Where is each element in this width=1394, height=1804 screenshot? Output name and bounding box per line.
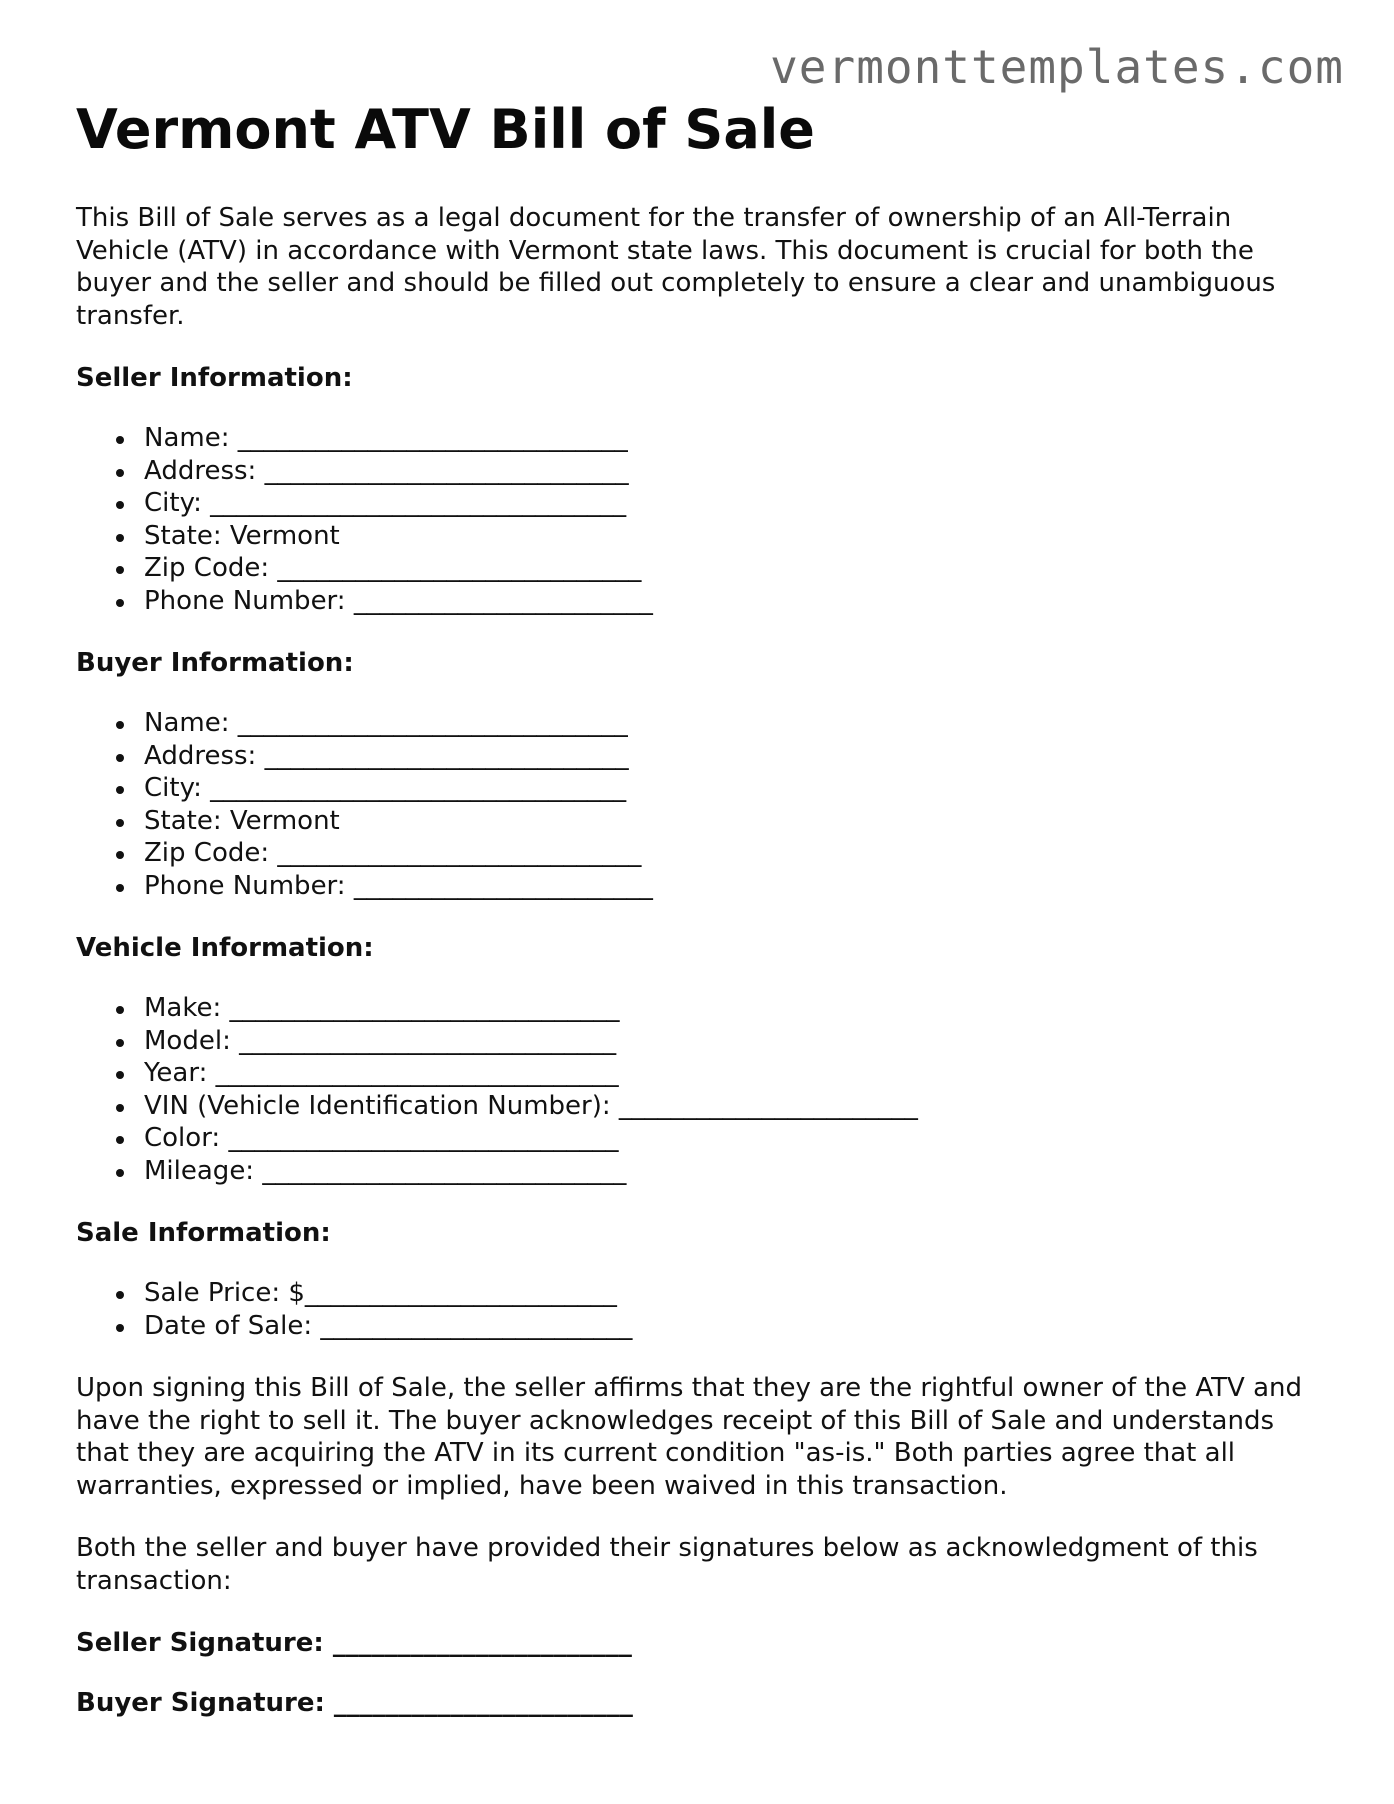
- vehicle-mileage-field: Mileage: ____________________________: [144, 1155, 1326, 1188]
- seller-signature-line: Seller Signature: _______________________: [76, 1628, 632, 1658]
- sale-section-heading: Sale Information:: [76, 1218, 331, 1248]
- buyer-zip-field: Zip Code: ____________________________: [144, 837, 1326, 870]
- seller-section-heading: Seller Information:: [76, 363, 353, 393]
- seller-phone-field: Phone Number: _______________________: [144, 585, 1326, 618]
- buyer-field-list: [76, 707, 1326, 902]
- sale-date-field: Date of Sale: ________________________: [144, 1310, 1326, 1343]
- seller-state-field: State: Vermont: [144, 520, 1326, 553]
- vehicle-year-field: Year: _______________________________: [144, 1057, 1326, 1090]
- document-title: Vermont ATV Bill of Sale: [76, 98, 815, 161]
- vehicle-field-list: [76, 992, 1326, 1187]
- seller-field-list: [76, 422, 1326, 617]
- vehicle-vin-field: VIN (Vehicle Identification Number): _______________________: [144, 1090, 1326, 1123]
- buyer-signature-line: Buyer Signature: _______________________: [76, 1688, 633, 1718]
- document-body: [76, 98, 1326, 1719]
- sale-price-field: Sale Price: $________________________: [144, 1277, 1326, 1310]
- vehicle-make-field: Make: ______________________________: [144, 992, 1326, 1025]
- acknowledgment-paragraph: Both the seller and buyer have provided their signatures below as acknowledgment of this transaction:: [76, 1533, 1258, 1596]
- buyer-phone-field: Phone Number: _______________________: [144, 870, 1326, 903]
- buyer-address-field: Address: ____________________________: [144, 740, 1326, 773]
- buyer-state-field: State: Vermont: [144, 805, 1326, 838]
- seller-address-field: Address: ____________________________: [144, 455, 1326, 488]
- affirmation-paragraph: Upon signing this Bill of Sale, the seller affirms that they are the rightful owner of the ATV and have the right to sell it. The buyer acknowledges receipt of this Bill of Sale and understands that they are acquiring the ATV in its current condition "as-is." Both parties agree that all warranties, expressed or implied, have been waived in this transaction.: [76, 1373, 1303, 1501]
- buyer-section-heading: Buyer Information:: [76, 648, 354, 678]
- buyer-name-field: Name: ______________________________: [144, 707, 1326, 740]
- seller-zip-field: Zip Code: ____________________________: [144, 552, 1326, 585]
- intro-paragraph: This Bill of Sale serves as a legal document for the transfer of ownership of an All-Terrain Vehicle (ATV) in accordance with Vermont state laws. This document is crucial for both the buyer and the seller and should be filled out completely to ensure a clear and unambiguous transfer.: [76, 203, 1276, 331]
- watermark: vermonttemplates.com: [770, 40, 1344, 94]
- sale-field-list: [76, 1277, 1326, 1342]
- vehicle-color-field: Color: ______________________________: [144, 1122, 1326, 1155]
- seller-name-field: Name: ______________________________: [144, 422, 1326, 455]
- vehicle-model-field: Model: _____________________________: [144, 1025, 1326, 1058]
- buyer-city-field: City: ________________________________: [144, 772, 1326, 805]
- vehicle-section-heading: Vehicle Information:: [76, 933, 374, 963]
- seller-city-field: City: ________________________________: [144, 487, 1326, 520]
